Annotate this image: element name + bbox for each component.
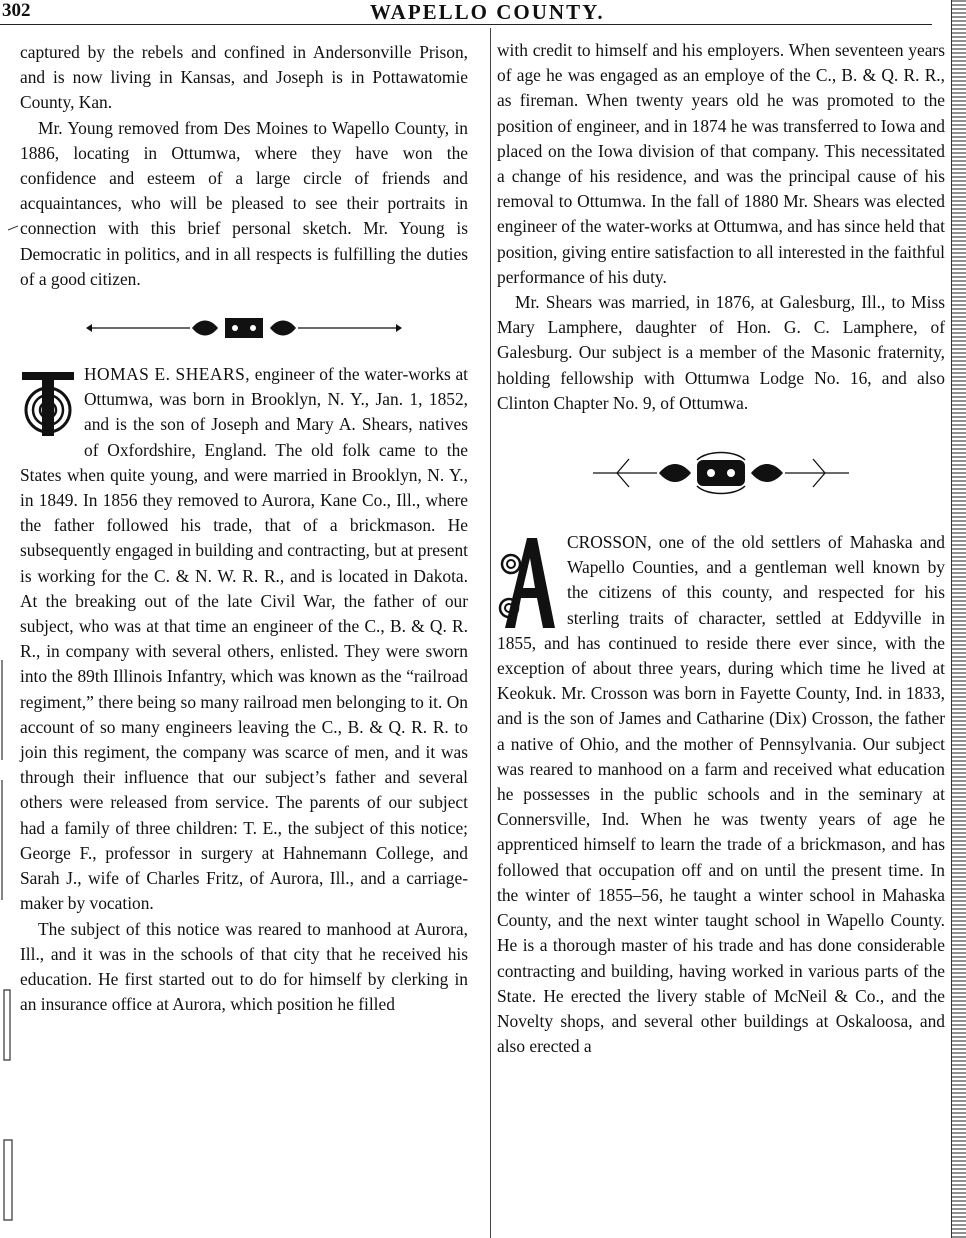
flourish-ornament-icon: [497, 416, 945, 526]
shears-biography: [20, 362, 468, 1017]
left-column: [20, 40, 468, 1017]
crosson-name: CROSSON,: [567, 532, 652, 553]
section-divider-ornament: [20, 292, 468, 356]
section-divider-ornament-2: [497, 416, 945, 526]
dropcap-a-icon: [497, 534, 559, 630]
shears-intro-paragraph: [20, 362, 468, 916]
shears-intro-text: engineer of the water-works at Ottumwa, was born in Brooklyn, N. Y., Jan. 1, 1852, and is the son of Joseph and Mary A. Shears, natives of Oxfordshire, England. The old folk came to the States when quite young, and were married in Brooklyn, N. Y., in 1849. In 1856 they removed to Aurora, Kane Co., Ill., where the father followed his trade, that of a brickmason. He subsequently engaged in building and contracting, but at present is working for the C. & N. W. R. R., and is located in Dakota. At the breaking out of the late Civil War, the father of our subject, who was at that time an engineer of the C., B. & Q. R. R., in company with several others, enlisted. They were sworn into the 89th Illinois Infantry, which was known as the “railroad regiment,” there being so many railroad men belonging to it. On account of so many engineers leaving the C., B. & Q. R. R. to join this regiment, the company was scarce of men, and it was through their influence that our subject’s father and several others were released from service. The parents of our subject had a family of three children: T. E., the subject of this notice; George F., professor in surgery at Hahnemann College, and Sarah J., wife of Charles Fritz, of Aurora, Ill., and a carriage-maker by vocation.: [20, 364, 468, 914]
page-number: 302: [2, 0, 31, 21]
young-removal-paragraph: Mr. Young removed from Des Moines to Wapello County, in 1886, locating in Ottumwa, where they have won the confidence and esteem of a large circle of friends and acquaintances, who will be pleased to see their portraits in connection with this brief personal sketch. Mr. Young is Democratic in politics, and in all respects is fulfilling the duties of a good citizen.: [20, 117, 468, 289]
young-continuation-paragraph: captured by the rebels and confined in Andersonville Prison, and is now living in Kansas, and Joseph is in Pottawatomie County, Kan.: [20, 42, 468, 113]
running-head: WAPELLO COUNTY.: [370, 0, 605, 24]
page-header: [0, 0, 930, 26]
right-column: [497, 38, 945, 1059]
shears-career-paragraph: with credit to himself and his employers. When seventeen years of age he was engaged as an employe of the C., B. & Q. R. R., as fireman. When twenty years old he was promoted to the position of engineer, and in 1874 he was transferred to Iowa and placed on the Iowa division of that company. This necessitated a change of his residence, and was the principal cause of his removal to Ottumwa. In the fall of 1880 Mr. Shears was elected engineer of the water-works at Ottumwa, and has since held that position, giving entire satisfaction to all interested in the faithful performance of his duty.: [497, 40, 945, 287]
shears-name: HOMAS E. SHEARS,: [84, 364, 251, 385]
flourish-ornament-icon: [20, 292, 468, 356]
shears-marriage-paragraph: Mr. Shears was married, in 1876, at Galesburg, Ill., to Miss Mary Lamphere, daughter of Hon. G. C. Lamphere, of Galesburg. Our subject is a member of the Masonic fraternity, holding fellowship with Ottumwa Lodge No. 16, and also Clinton Chapter No. 9, of Ottumwa.: [497, 292, 945, 413]
dropcap-t-icon: [20, 366, 76, 438]
crosson-text: one of the old settlers of Mahaska and Wapello Counties, and a gentleman well known by the citizens of this county, and respected for his sterling traits of character, settled at Eddyville in 1855, and has continued to reside there ever since, with the exception of about three years, during which time he lived at Keokuk. Mr. Crosson was born in Fayette County, Ind. in 1833, and is the son of James and Catharine (Dix) Crosson, the father a native of Ohio, and the mother of Pennsylvania. Our subject was reared to manhood on a farm and received what education he possesses in the public schools and in the seminary at Connersville, Ind. When he was twenty years of age he apprenticed himself to learn the trade of a brickmason, and has followed that occupation off and on until the present time. In the winter of 1855–56, he taught a winter school in Mahaska County, and the next winter taught school in Wapello County. He is a thorough master of his trade and has done considerable contracting and building, having worked in various parts of the State. He erected the livery stable of McNeil & Co., and the Novelty shops, and several other buildings at Oskaloosa, and also erected a: [497, 532, 945, 1057]
column-divider: [490, 28, 491, 1238]
shears-education-paragraph: The subject of this notice was reared to manhood at Aurora, Ill., and it was in the schools of that city that he received his education. He first started out to do for himself by clerking in an insurance office at Aurora, which position he filled: [20, 918, 468, 1015]
crosson-biography: [497, 530, 945, 1059]
header-rule: [0, 24, 932, 25]
binding-edge-pattern: [952, 0, 966, 1238]
margin-scan-marks: [0, 0, 18, 1238]
dropcap-a: [497, 534, 559, 630]
crosson-paragraph: [497, 530, 945, 1059]
dropcap-t: [20, 366, 76, 438]
